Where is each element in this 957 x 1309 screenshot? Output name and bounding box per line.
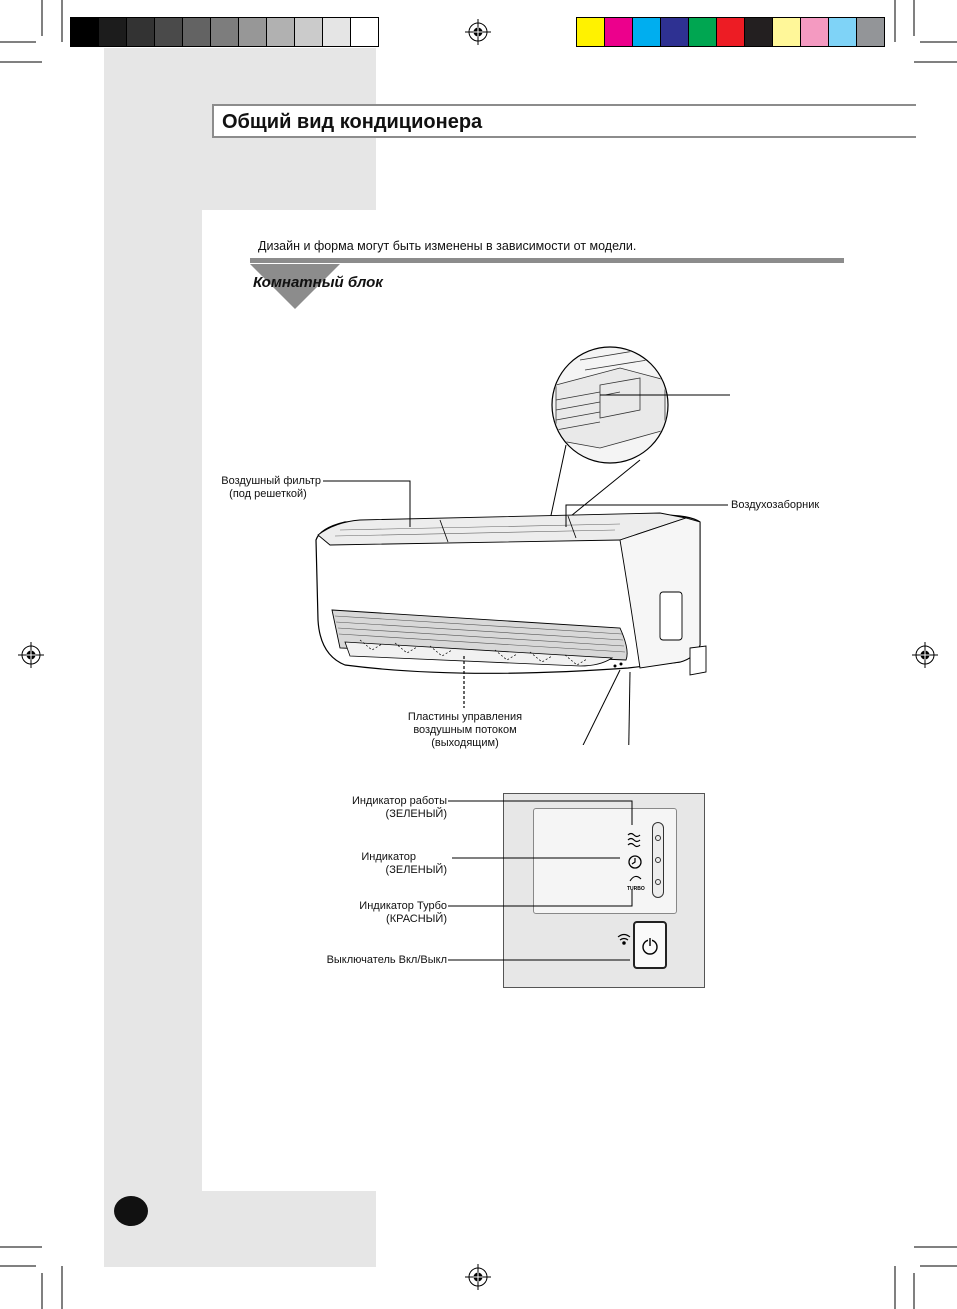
- color-swatch: [689, 18, 717, 47]
- model-note: Дизайн и форма могут быть изменены в зависимости от модели.: [258, 239, 637, 253]
- turbo-icon-text: TURBO: [627, 886, 645, 892]
- registration-mark-bottom: [465, 1264, 491, 1290]
- registration-mark-right: [912, 642, 938, 668]
- gray-swatch: [155, 18, 183, 47]
- louvers-label-line3: (выходящим): [431, 737, 499, 749]
- operation-indicator-label-line2: (ЗЕЛЕНЫЙ): [385, 808, 447, 820]
- gray-swatch: [127, 18, 155, 47]
- gray-swatch: [267, 18, 295, 47]
- sidebar-strip: [104, 210, 202, 1191]
- page-title: Общий вид кондиционера: [222, 111, 483, 133]
- operation-indicator-label: [300, 795, 447, 821]
- turbo-indicator-label-line1: Индикатор Турбо: [359, 900, 447, 912]
- note-rule: [250, 258, 844, 263]
- power-switch-label: Выключатель Вкл/Выкл: [326, 954, 447, 966]
- air-filter-label: [205, 475, 321, 501]
- gray-swatch: [323, 18, 351, 47]
- page-number-dot: [114, 1196, 148, 1226]
- air-filter-label-line2: (под решеткой): [229, 488, 307, 500]
- louvers-label-line2: воздушным потоком: [413, 724, 517, 736]
- indoor-unit-illustration: [300, 345, 750, 745]
- gray-swatch: [99, 18, 127, 47]
- turbo-indicator-label: [300, 900, 447, 926]
- section-title: Комнатный блок: [253, 274, 383, 291]
- gray-swatch: [183, 18, 211, 47]
- louvers-label-line1: Пластины управления: [407, 711, 523, 723]
- indoor-unit-body: [316, 513, 706, 675]
- magnified-detail: [552, 347, 730, 463]
- air-filter-label-line1: Воздушный фильтр: [221, 475, 321, 487]
- gray-swatch: [71, 18, 99, 47]
- gray-swatch: [211, 18, 239, 47]
- color-swatch: [745, 18, 773, 47]
- operation-indicator-label-line1: Индикатор работы: [351, 795, 447, 807]
- gray-swatch: [295, 18, 323, 47]
- color-swatch: [857, 18, 885, 47]
- air-intake-label: Воздухозаборник: [731, 499, 820, 511]
- color-swatch: [829, 18, 857, 47]
- color-swatch: [605, 18, 633, 47]
- turbo-indicator-label-line2: (КРАСНЫЙ): [386, 913, 447, 925]
- color-swatch: [801, 18, 829, 47]
- gray-swatch: [351, 18, 379, 47]
- registration-mark-left: [18, 642, 44, 668]
- gray-swatch: [239, 18, 267, 47]
- timer-indicator-label-line2: (ЗЕЛЕНЫЙ): [385, 864, 447, 876]
- louvers-label: [395, 711, 535, 750]
- timer-indicator-label: [300, 851, 447, 877]
- color-swatch: [577, 18, 605, 47]
- color-swatch: [717, 18, 745, 47]
- calibration-bar-gray: [70, 17, 382, 47]
- color-swatch: [661, 18, 689, 47]
- color-swatch: [773, 18, 801, 47]
- calibration-bar-color: [576, 17, 888, 47]
- color-swatch: [633, 18, 661, 47]
- registration-mark-top: [465, 19, 491, 45]
- panel-leader-lines: [440, 795, 650, 970]
- timer-indicator-label-line1: Индикатор: [361, 851, 416, 863]
